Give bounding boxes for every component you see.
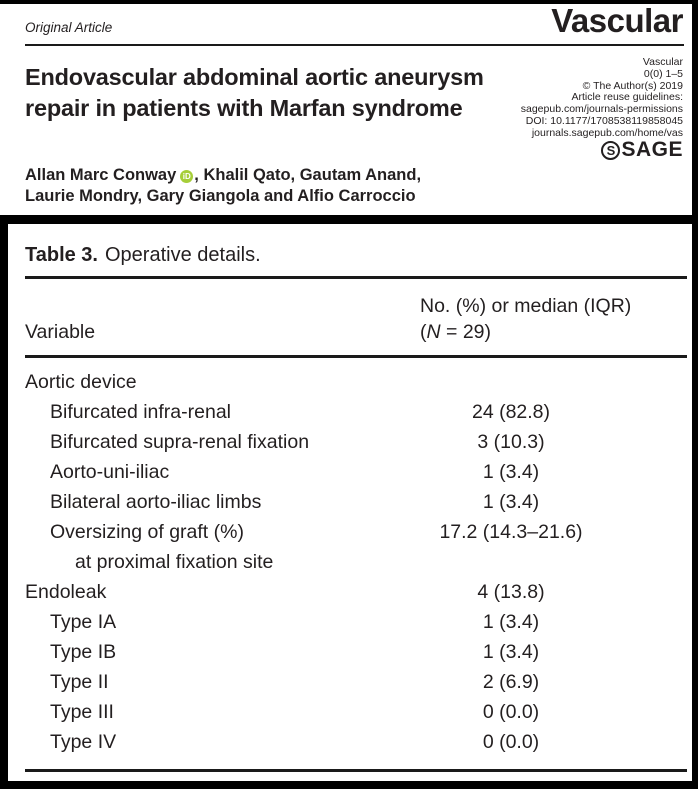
table-row: [25, 457, 687, 487]
row-label: Bifurcated infra-renal: [50, 401, 232, 423]
author-name: Allan Marc Conway: [25, 166, 177, 184]
meta-permissions-url: sagepub.com/journals-permissions: [520, 103, 683, 116]
row-label: Oversizing of graft (%): [50, 521, 244, 543]
row-label: Aortic device: [25, 371, 137, 393]
row-label: Type III: [50, 701, 114, 723]
row-value: 1 (3.4): [482, 461, 540, 483]
meta-journal-url: journals.sagepub.com/home/vas: [531, 126, 683, 139]
paper-title: [25, 62, 484, 124]
table-caption-label: Table 3.: [25, 244, 98, 266]
table-row: [25, 397, 687, 427]
sage-logo: [601, 138, 683, 162]
row-value: 1 (3.4): [482, 491, 540, 513]
meta-journal: Vascular: [642, 56, 683, 68]
row-value: 3 (10.3): [477, 431, 545, 453]
row-label: Bilateral aorto-iliac limbs: [50, 491, 262, 513]
table-row: [25, 517, 687, 547]
row-label: Type IB: [50, 641, 117, 663]
row-label: at proximal fixation site: [75, 551, 274, 573]
table-row: [25, 607, 687, 637]
paper-title-line2: repair in patients with Marfan syndrome: [25, 95, 463, 121]
row-value: 4 (13.8): [477, 581, 545, 603]
row-label: Endoleak: [25, 581, 107, 603]
author-line2: Laurie Mondry, Gary Giangola and Alfio Carroccio: [25, 187, 416, 205]
row-value: 2 (6.9): [482, 671, 540, 693]
table-caption-text: Operative details.: [105, 244, 261, 266]
row-value: 17.2 (14.3–21.6): [439, 521, 583, 543]
orcid-icon: iD: [180, 170, 193, 183]
row-label: Type IA: [50, 611, 117, 633]
table-row: [25, 367, 687, 397]
table-row: [25, 697, 687, 727]
row-value: 1 (3.4): [482, 641, 540, 663]
row-value: [420, 547, 687, 577]
table-bottom-rule: [25, 769, 687, 772]
sage-wordmark: SAGE: [621, 138, 683, 161]
meta-reuse-guidelines: Article reuse guidelines:: [571, 91, 683, 104]
journal-masthead: Vascular: [551, 2, 683, 39]
meta-doi: DOI: 10.1177/1708538119858045: [525, 114, 683, 127]
table-row: [25, 427, 687, 457]
row-label: Bifurcated supra-renal fixation: [50, 431, 310, 453]
meta-copyright: © The Author(s) 2019: [582, 79, 683, 92]
row-value: 1 (3.4): [482, 611, 540, 633]
column-header-value-line2: (N = 29): [420, 321, 492, 343]
sage-circle-s-icon: S: [601, 141, 620, 160]
table-3-box: [0, 215, 698, 789]
table-row: [25, 547, 687, 577]
table-row: [25, 637, 687, 667]
table-row: [25, 487, 687, 517]
column-header-value-line1: No. (%) or median (IQR): [420, 295, 632, 317]
row-value: 0 (0.0): [482, 701, 540, 723]
table-caption: [25, 243, 687, 267]
journal-metadata: [521, 57, 683, 140]
row-label: Aorto-uni-iliac: [50, 461, 170, 483]
row-value: 24 (82.8): [471, 401, 551, 423]
column-header-value: [420, 293, 687, 345]
table-header-row: [25, 279, 687, 355]
table-body: [25, 358, 687, 757]
row-value: 0 (0.0): [482, 731, 540, 753]
paper-title-line1: Endovascular abdominal aortic aneurysm: [25, 64, 484, 90]
author-list: [25, 165, 421, 207]
table-row: [25, 577, 687, 607]
column-header-variable: Variable: [25, 321, 96, 343]
table-row: [25, 667, 687, 697]
row-label: Type IV: [50, 731, 117, 753]
row-value: [420, 367, 687, 397]
meta-volume-pages: 0(0) 1–5: [643, 67, 683, 80]
table-row: [25, 727, 687, 757]
row-label: Type II: [50, 671, 109, 693]
article-type-label: Original Article: [25, 20, 113, 35]
masthead-rule: [25, 44, 684, 46]
author-line1: [25, 165, 421, 186]
author-names-rest: , Khalil Qato, Gautam Anand,: [194, 166, 422, 184]
